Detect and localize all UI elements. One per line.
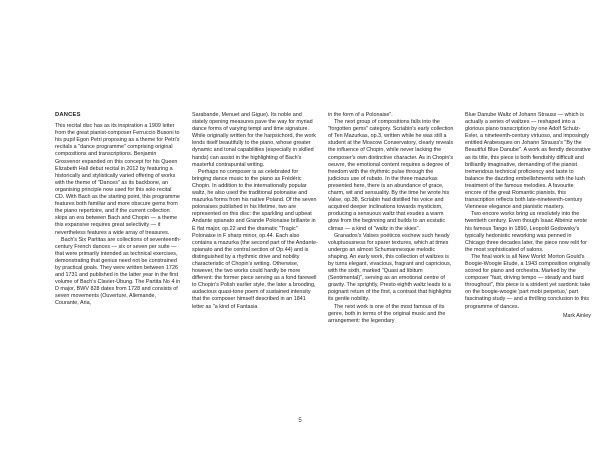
paragraph: Sarabande, Menuet and Gigue). Its noble and stately opening measures pave the way for myriad dance forms of varying tempi and time signature. While originally written for the harpsichord, the work lends itself beautifully to the piano, whose greater dynamic and tonal capabilities (especially in skilled hands) can assist in the highlighting of Bach's masterful contrapuntal writing.	[192, 112, 316, 168]
paragraph: Bach's Six Partitas are collections of seventeenth-century French dances — six or seven per suite — that were primarily intended as technical exercises, demonstrating that genius need not be constrained by practical goals. They were written between 1726 and 1731 and published in the latter year in the first volume of Bach's Clavier-Übung. The Partita No 4 in D major, BWV 828 dates from 1728 and consists of seven movements (Ouverture, Allemande, Courante, Aria,	[55, 236, 181, 307]
page-number: 5	[298, 418, 302, 424]
paragraph: Two encore works bring us resolutely into the twentieth century. Even though Isaac Albéniz wrote his famous Tango in 1890, Leopold Godowsky's typically hedonistic reworking was penned in Chicago three decades later, the piece now relit for the most sophisticated of salons.	[465, 211, 588, 253]
paragraph: Perhaps no composer is as celebrated for bringing dance music to the piano as Frédéric Chopin. In addition to the internationally popular waltz, he also used the traditional polonaise and mazurka forms from his native Poland. Of the seven polonaises published in his lifetime, two are represented on this disc: the sparkling and upbeat Andante spianato and Grande Polonaise brillante in E flat major, op.22 and the dramatic "Tragic" Polonaise in F sharp minor, op.44. Each also contains a mazurka (the second part of the Andante-spianato and the central section of Op.44) and is distinguished by a rhythmic drive and nobility characteristic of Chopin's writing. Otherwise, however, the two works could hardly be more different: the former piece serving as a fond farewell to Chopin's Polish earlier style, the later a brooding, audacious quasi-tone poem of sustained intensity that the composer himself described in an 1841 letter as "a kind of Fantasia	[192, 168, 318, 310]
paragraph: This recital disc has as its inspiration a 1909 letter from the great pianist-composer Ferruccio Busoni to his pupil Egon Petri proposing as a theme for Petri's recitals a "dance programme" comprising original compositions and transcriptions. Benjamin Grosvenor expanded on this concept for his Queen Elizabeth Hall debut recital in 2012 by featuring a historically and stylistically varied offering of works with the theme of "Dances" as its backbone, an organising principle now used for this solo recital CD. With Bach as the starting point, this programme features both familiar and more obscure gems from the piano repertoire, and if the current collection skips an era between Bach and Chopin — a theme this expansive requires great selectivity — it nevertheless features a wide array of treasures.	[55, 123, 180, 236]
text-column-1	[55, 112, 181, 308]
paragraph: Blue Danube Waltz of Johann Strauss — which is actually a series of waltzes — reshaped into a glorious piano transcription by one Adolf Schulz-Evler, a nineteenth-century virtuoso, and imposingly entitled Arabesques on Johann Strauss's "By the Beautiful Blue Danube". A work as fiendly decorative as its title, this piece is both fiendishly difficult and brilliantly imaginative, demanding of the pianist tremendous technical proficiency and taste to balance the dazzling embellishments with the lush treatment of the famous melodies. A favourite encore of the great Romantic pianists, this transcription reflects both late-nineteenth-century Viennese elegance and pianistic mastery.	[465, 112, 591, 211]
paragraph: in the form of a Polonaise".	[328, 112, 393, 118]
paragraph: Granados's Valses poéticos eschew such heady voluptuousness for sparer textures, which at times undergo an almost Schumannesque melodic shaping. An early work, this collection of waltzes is by turns elegant, vivacious, fragrant and capricious, with the sixth, marked "Quasi ad libitum (Sentimental)", serving as an emotional centre of gravity. The sprightly, Presto eighth waltz leads to a poignant return of the first, a contrast that highlights its gentle nobility.	[328, 232, 452, 303]
paragraph: The next group of compositions falls into the "forgotten gems" category. Scriabin's early collection of Ten Mazurkas, op.3, written while he was still a student at the Moscow Conservatory, clearly reveals the influence of Chopin, while never lacking the composer's own distinctive character. As in Chopin's oeuvre, the emotional content requires a degree of freedom with the rhythmic pulse through the judicious use of rubato. In the three mazurkas presented here, there is an abundance of grace, charm, wit and sensuality. By the time he wrote his Valse, op.38, Scriabin had distilled his voice and acquired deeper inclinations towards mysticism, producing a sensuous waltz that exudes a warm glow from the beginning and builds to an ecstatic climax — a kind of "waltz in the skies".	[328, 119, 454, 232]
section-heading: DANCES	[55, 112, 81, 118]
text-column-3	[328, 112, 454, 325]
text-column-4	[465, 112, 591, 320]
paragraph: The final work is all New World: Morton Gould's Boogie-Woogie Etude, a 1943 composition originally scored for piano and orchestra. Marked by the composer "fast, driving tempo — steady and hard throughout", this piece is a strident yet sardonic take on the boogie-woogie 'part mobi perpetuo,' part fascinating study — and a thrilling conclusion to this programme of dances.	[465, 253, 591, 310]
paragraph: The next work is one of the most famous of its genre, both in terms of the original music and the arrangement: the legendary	[328, 303, 446, 324]
text-column-2	[192, 112, 318, 311]
author-signature: Mark Ainley	[563, 312, 591, 319]
